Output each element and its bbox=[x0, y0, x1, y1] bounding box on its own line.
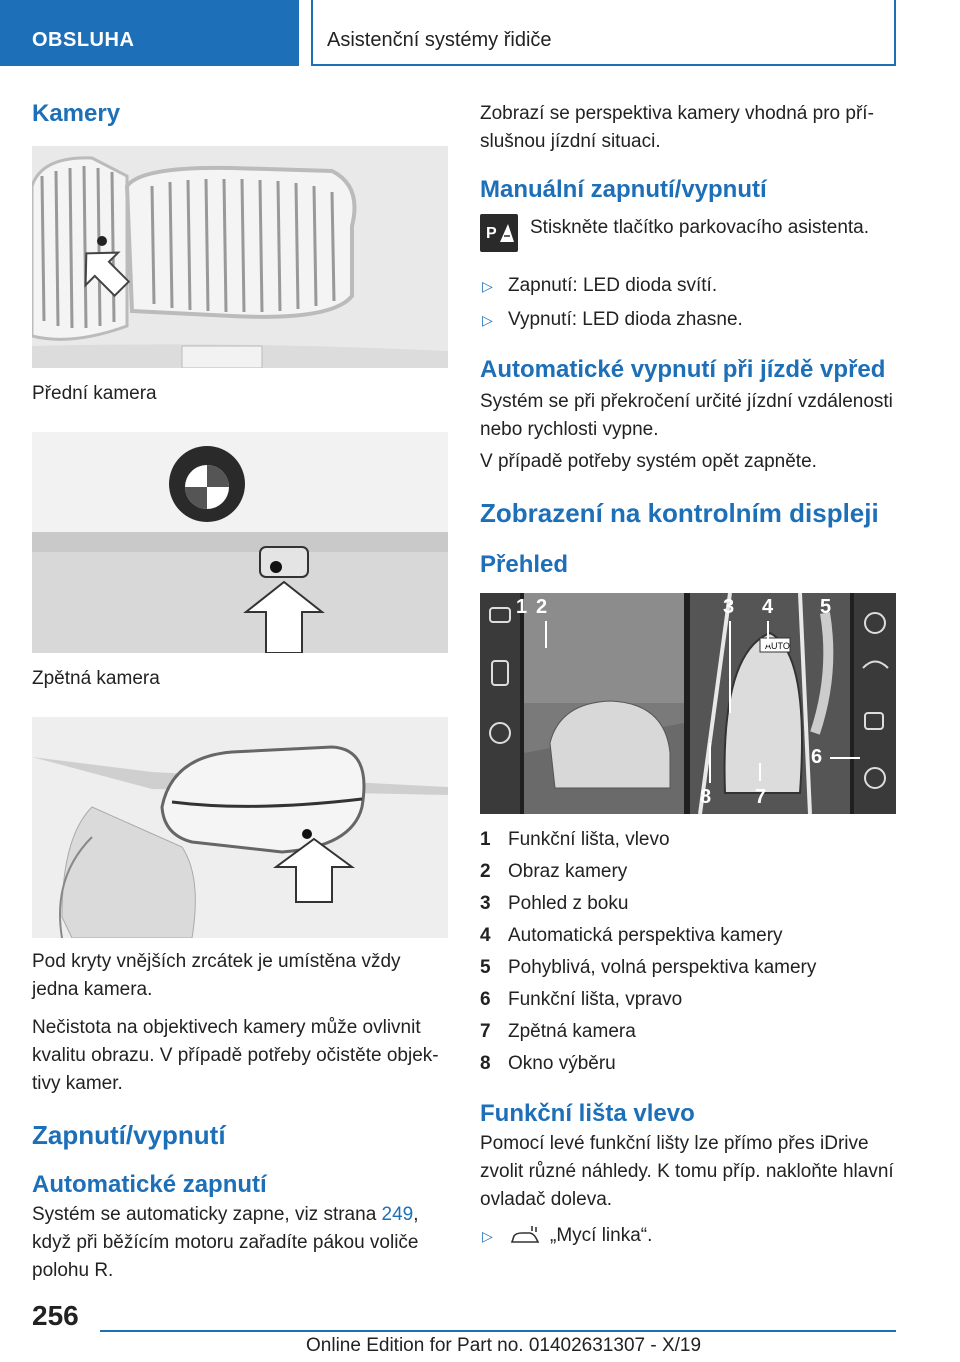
screen-label-4: 4 bbox=[762, 596, 774, 618]
legend-item bbox=[480, 890, 896, 922]
page-number: 256 bbox=[32, 1300, 79, 1331]
parking-button-text: Stiskněte tlačítko parkovacího asistenta. bbox=[530, 217, 870, 238]
bullet-led-on-text: Zapnutí: LED dioda svítí. bbox=[508, 275, 718, 296]
screen-label-3: 3 bbox=[723, 596, 735, 618]
heading-on-off: Zapnutí/vypnutí bbox=[32, 1120, 226, 1150]
right-column bbox=[480, 100, 896, 1250]
screen-label-1: 1 bbox=[516, 596, 528, 618]
legend-item bbox=[480, 922, 896, 954]
mirror-camera-image bbox=[32, 717, 448, 938]
screen-label-5: 5 bbox=[820, 596, 832, 618]
para-auto-off-2: V případě potřeby systém opět zapněte. bbox=[480, 451, 817, 472]
auto-badge: AUTO bbox=[765, 641, 790, 651]
header-chapter-box bbox=[311, 0, 896, 66]
heading-function-bar-left: Funkční lišta vlevo bbox=[480, 1100, 695, 1127]
svg-text:P: P bbox=[486, 225, 497, 242]
bullet-led-off bbox=[480, 306, 896, 334]
triangle-bullet-icon: ▷ bbox=[482, 312, 493, 328]
heading-display: Zobrazení na kontrolním displeji bbox=[480, 498, 879, 528]
footer-divider bbox=[100, 1330, 896, 1332]
legend-item bbox=[480, 1050, 896, 1082]
heading-auto-off: Automatické vypnutí při jízdě vpřed bbox=[480, 356, 886, 383]
para-auto-off-1: Systém se při překročení určité jízdní vzdálenosti nebo rychlosti vypne. bbox=[480, 391, 893, 440]
screen-label-2: 2 bbox=[536, 596, 548, 618]
control-display-screenshot bbox=[480, 593, 896, 814]
para-dirty-lens: Nečistota na objektivech kamery může ovlivnit kvalitu obrazu. V případě potřeby očistěte objek-tivy kamer. bbox=[32, 1017, 439, 1094]
bullet-car-wash-text: „Mycí linka“. bbox=[550, 1225, 653, 1246]
heading-manual: Manuální zapnutí/vypnutí bbox=[480, 176, 767, 203]
legend-label: Pohyblivá, volná perspektiva kamery bbox=[508, 957, 817, 978]
section-title-kamery: Kamery bbox=[32, 100, 121, 127]
legend-item bbox=[480, 858, 896, 890]
legend-number: 7 bbox=[480, 1021, 491, 1042]
footer-edition: Online Edition for Part no. 01402631307 - X/19 bbox=[306, 1335, 702, 1356]
bullet-led-on bbox=[480, 272, 896, 300]
page-link-249[interactable]: 249 bbox=[381, 1204, 414, 1225]
legend-item bbox=[480, 1018, 896, 1050]
triangle-bullet-icon: ▷ bbox=[482, 278, 493, 294]
car-wash-icon bbox=[510, 1226, 540, 1255]
legend-item bbox=[480, 826, 896, 858]
para-auto-on-part1: Systém se automaticky zapne, viz strana bbox=[32, 1204, 382, 1225]
header-section-tab bbox=[0, 0, 299, 66]
header-chapter-label: Asistenční systémy řidiče bbox=[327, 29, 552, 51]
heading-overview: Přehled bbox=[480, 551, 569, 578]
bullet-led-off-text: Vypnutí: LED dioda zhasne. bbox=[508, 309, 743, 330]
legend-label: Zpětná kamera bbox=[508, 1021, 636, 1042]
para-auto-on bbox=[32, 1201, 448, 1285]
left-column bbox=[32, 100, 448, 1285]
para-auto-on-part2: , když při běžícím motoru zařadíte pákou voliče polohu R. bbox=[32, 1204, 419, 1281]
legend-number: 2 bbox=[480, 861, 491, 882]
heading-auto-on: Automatické zapnutí bbox=[32, 1171, 267, 1198]
legend-item bbox=[480, 954, 896, 986]
parking-button-row bbox=[480, 214, 896, 258]
screen-label-7: 7 bbox=[755, 786, 767, 808]
bullet-car-wash bbox=[480, 1222, 896, 1250]
legend-label: Pohled z boku bbox=[508, 893, 629, 914]
parking-assist-button-icon bbox=[480, 214, 518, 252]
legend-number: 1 bbox=[480, 829, 491, 850]
legend-label: Automatická perspektiva kamery bbox=[508, 925, 783, 946]
para-function-bar: Pomocí levé funkční lišty lze přímo přes iDrive zvolit různé náhledy. K tomu příp. nakloňte hlavní ovladač doleva. bbox=[480, 1133, 894, 1210]
legend-label: Funkční lišta, vpravo bbox=[508, 989, 683, 1010]
para-perspective: Zobrazí se perspektiva kamery vhodná pro pří-slušnou jízdní situaci. bbox=[480, 103, 874, 152]
legend-item bbox=[480, 986, 896, 1018]
front-camera-image bbox=[32, 146, 448, 368]
legend-label: Okno výběru bbox=[508, 1053, 616, 1074]
legend-number: 5 bbox=[480, 957, 491, 978]
para-mirror-cameras: Pod kryty vnějších zrcátek je umístěna vždy jedna kamera. bbox=[32, 951, 401, 1000]
legend-number: 4 bbox=[480, 925, 491, 946]
legend-list bbox=[480, 826, 896, 1082]
triangle-bullet-icon: ▷ bbox=[482, 1228, 493, 1244]
caption-rear-camera: Zpětná kamera bbox=[32, 668, 160, 689]
legend-number: 6 bbox=[480, 989, 491, 1010]
rear-camera-image bbox=[32, 432, 448, 653]
screen-label-8: 8 bbox=[700, 786, 712, 808]
legend-label: Funkční lišta, vlevo bbox=[508, 829, 670, 850]
legend-number: 8 bbox=[480, 1053, 491, 1074]
legend-label: Obraz kamery bbox=[508, 861, 628, 882]
screen-label-6: 6 bbox=[811, 746, 823, 768]
legend-number: 3 bbox=[480, 893, 491, 914]
header-section-label: OBSLUHA bbox=[32, 29, 135, 51]
caption-front-camera: Přední kamera bbox=[32, 383, 157, 404]
